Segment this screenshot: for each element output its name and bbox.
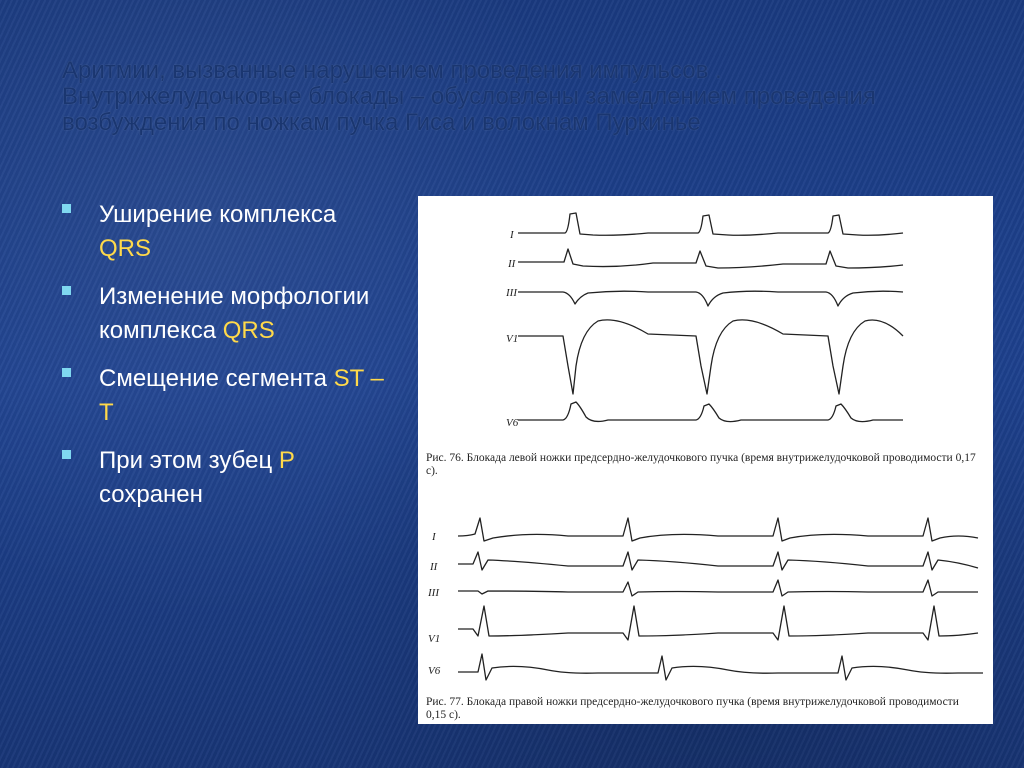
bullet-item xyxy=(62,280,392,348)
bullet-highlight: QRS xyxy=(222,317,275,344)
bullet-text: Уширение комплекса xyxy=(99,201,337,228)
bullet-marker-icon xyxy=(62,204,71,213)
ecg-figure xyxy=(418,196,993,724)
bullet-item xyxy=(62,362,392,430)
lead-label: III xyxy=(428,587,439,599)
lead-label: II xyxy=(508,258,516,270)
lead-label: I xyxy=(510,229,514,241)
lead-label: III xyxy=(506,287,517,299)
bullet-marker-icon xyxy=(62,368,71,377)
bullet-after: сохранен xyxy=(99,481,203,508)
ecg-trace-lead-III-top xyxy=(518,291,903,306)
bullet-item xyxy=(62,444,392,512)
figure-caption-77: Рис. 77. Блокада правой ножки предсердно-желудочкового пучка (время внутрижелудочковой проводимости 0,15 с). xyxy=(426,696,959,721)
lead-label: V6 xyxy=(506,417,519,429)
slide-title: Аритмии, вызванные нарушением проведения импульсов . Внутрижелудочковые блокады – обусловлены замедлением проведения возбуждения по ножкам пучка Гиса и волокнам Пуркинье xyxy=(62,57,876,136)
bullet-text: При этом зубец xyxy=(99,447,279,474)
ecg-trace-lead-V6-top xyxy=(518,402,903,422)
ecg-trace-lead-II-top xyxy=(518,249,903,268)
ecg-trace-lead-V1-top xyxy=(518,320,903,394)
bullet-text: Смещение сегмента xyxy=(99,365,334,392)
bullet-highlight: P xyxy=(278,447,295,474)
bullet-highlight: QRS xyxy=(99,235,152,262)
bullet-marker-icon xyxy=(62,450,71,459)
ecg-trace-lead-II-bottom xyxy=(458,552,978,570)
ecg-trace-lead-I-bottom xyxy=(458,518,978,541)
ecg-trace-lead-V1-bottom xyxy=(458,606,978,640)
bullet-text: Изменение морфологии комплекса xyxy=(99,283,370,344)
lead-label: V1 xyxy=(428,633,441,645)
bullet-highlight: ST –T xyxy=(99,365,384,426)
lead-label: II xyxy=(430,561,438,573)
lead-label: V1 xyxy=(506,333,519,345)
lead-label: I xyxy=(432,531,436,543)
bullet-item xyxy=(62,198,392,266)
lead-label: V6 xyxy=(428,665,441,677)
figure-caption-76: Рис. 76. Блокада левой ножки предсердно-желудочкового пучка (время внутрижелудочковой проводимости 0,17 с). xyxy=(426,452,976,477)
ecg-trace-lead-I-top xyxy=(518,213,903,235)
ecg-trace-lead-V6-bottom xyxy=(458,654,983,680)
ecg-trace-lead-III-bottom xyxy=(458,580,978,596)
bullet-list xyxy=(62,198,392,526)
bullet-marker-icon xyxy=(62,286,71,295)
